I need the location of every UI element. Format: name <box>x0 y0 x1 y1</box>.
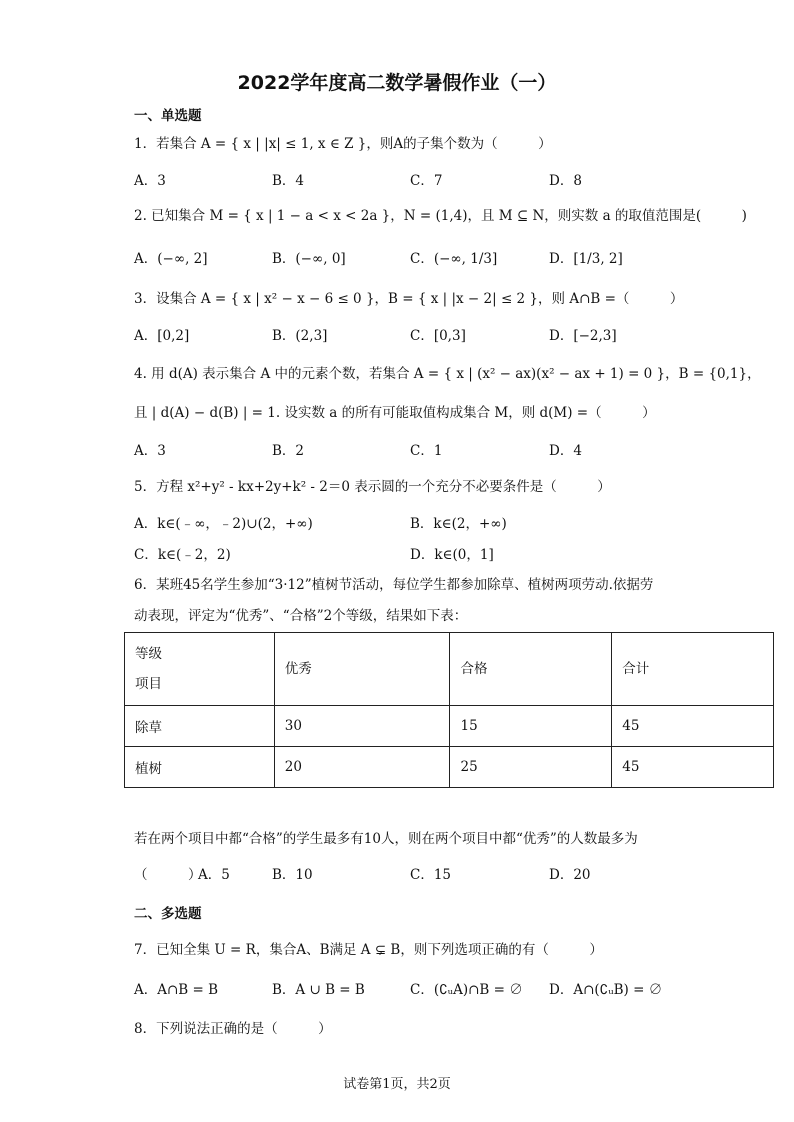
question-1-option-d: D．8 <box>549 173 582 189</box>
question-5-option-d: D．k∈(0，1] <box>410 547 494 563</box>
question-6-stem-line-3: 若在两个项目中都“合格”的学生最多有10人，则在两个项目中都“优秀”的人数最多为 <box>134 831 638 847</box>
table-corner-cell <box>125 633 275 706</box>
table-cell: 30 <box>274 706 450 747</box>
question-6-option-c: C．15 <box>410 867 452 883</box>
question-5-option-c: C．k∈(﹣2，2) <box>134 547 231 563</box>
table-item-cell: 除草 <box>125 706 275 747</box>
question-1-option-c: C．7 <box>410 173 443 189</box>
table-row <box>125 747 774 788</box>
question-5-option-a: A．k∈(﹣∞，﹣2)∪(2，+∞) <box>134 516 313 532</box>
table-cell: 15 <box>450 706 612 747</box>
section-multi-choice: 二、多选题 <box>134 906 202 922</box>
grade-table <box>124 632 774 788</box>
question-5-stem: 5．方程 x²+y² - kx+2y+k² - 2＝0 表示圆的一个充分不必要条件是（ ） <box>134 479 611 495</box>
question-7-stem: 7．已知全集 U = R，集合A、B满足 A ⊊ B，则下列选项正确的有（ ） <box>134 942 603 958</box>
question-6-stem-line-2: 动表现，评定为“优秀”、“合格”2个等级，结果如下表： <box>134 608 468 624</box>
question-7-option-c: C．(∁ᵤA)∩B = ∅ <box>410 982 523 998</box>
question-7-option-b: B．A ∪ B = B <box>272 982 365 998</box>
table-cell: 45 <box>612 706 774 747</box>
question-6-option-d: D．20 <box>549 867 591 883</box>
question-4-option-c: C．1 <box>410 443 443 459</box>
question-4-option-a: A．3 <box>134 443 166 459</box>
question-3-option-d: D．[−2,3] <box>549 328 617 344</box>
table-row <box>125 706 774 747</box>
question-3-option-c: C．[0,3] <box>410 328 466 344</box>
question-5-option-b: B．k∈(2，+∞) <box>410 516 507 532</box>
question-2-option-c: C．(−∞, 1/3] <box>410 251 498 267</box>
table-header-cell: 优秀 <box>274 633 450 706</box>
question-1-option-b: B．4 <box>272 173 305 189</box>
question-3-option-a: A．[0,2] <box>134 328 190 344</box>
header-item-label: 项目 <box>135 676 162 692</box>
question-4-stem-line-1: 4. 用 d(A) 表示集合 A 中的元素个数，若集合 A = { x | (x² − ax)(x² − ax + 1) = 0 }，B = {0,1}， <box>134 366 761 382</box>
question-1-stem: 1．若集合 A = { x | |x| ≤ 1, x ∈ Z }，则A的子集个数为（ ） <box>134 136 552 152</box>
question-7-option-d: D．A∩(∁ᵤB) = ∅ <box>549 982 663 998</box>
section-single-choice: 一、单选题 <box>134 108 202 124</box>
question-7-option-a: A．A∩B = B <box>134 982 219 998</box>
table-header-cell: 合格 <box>450 633 612 706</box>
question-1-option-a: A．3 <box>134 173 166 189</box>
question-6-answer-paren: （ ） <box>134 867 202 883</box>
question-4-stem-line-2: 且 | d(A) − d(B) | = 1. 设实数 a 的所有可能取值构成集合 M，则 d(M) =（ ） <box>134 405 656 421</box>
table-cell: 45 <box>612 747 774 788</box>
question-2-option-b: B．(−∞, 0] <box>272 251 346 267</box>
table-header-cell: 合计 <box>612 633 774 706</box>
question-3-option-b: B．(2,3] <box>272 328 328 344</box>
question-4-option-b: B．2 <box>272 443 305 459</box>
question-6-option-b: B．10 <box>272 867 313 883</box>
question-2-stem: 2. 已知集合 M = { x | 1 − a < x < 2a }，N = (1,4)，且 M ⊆ N，则实数 a 的取值范围是( ) <box>134 208 747 224</box>
question-3-stem: 3．设集合 A = { x | x² − x − 6 ≤ 0 }，B = { x | |x − 2| ≤ 2 }，则 A∩B =（ ） <box>134 291 684 307</box>
question-2-option-a: A．(−∞, 2] <box>134 251 208 267</box>
header-grade-label: 等级 <box>135 646 162 662</box>
question-2-option-d: D．[1/3, 2] <box>549 251 623 267</box>
table-header-row <box>125 633 774 706</box>
question-4-option-d: D．4 <box>549 443 582 459</box>
page-title: 2022学年度高二数学暑假作业（一） <box>237 72 557 94</box>
page-footer: 试卷第1页，共2页 <box>343 1077 451 1092</box>
question-6-stem-line-1: 6．某班45名学生参加“3·12”植树节活动，每位学生都参加除草、植树两项劳动.依据劳 <box>134 577 654 593</box>
table-item-cell: 植树 <box>125 747 275 788</box>
question-8-stem: 8．下列说法正确的是（ ） <box>134 1021 332 1037</box>
table-cell: 25 <box>450 747 612 788</box>
table-cell: 20 <box>274 747 450 788</box>
question-6-option-a: A．5 <box>198 867 230 883</box>
